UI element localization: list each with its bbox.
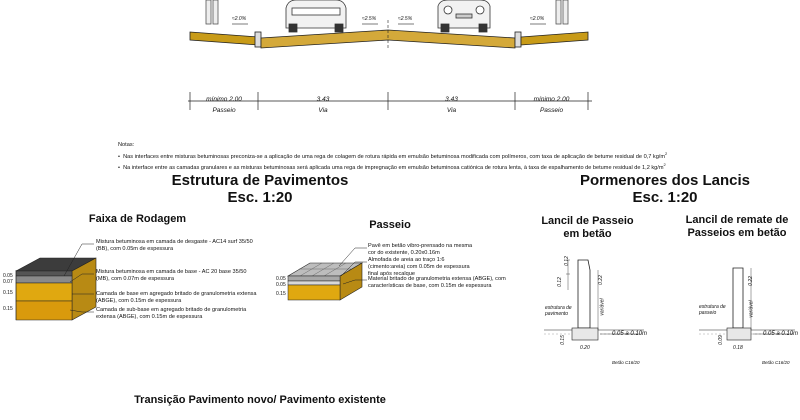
sidewalk-layer-3-label: Material britado de granulometria extensa (ABGE), com características de base, com 0.15m de espessura: [368, 276, 506, 289]
sidewalk-layer-pavers: [288, 276, 340, 281]
right-curb: [515, 32, 521, 47]
roadway-thk-3: 0.15: [3, 290, 13, 296]
dim-value-1: mínimo 2.00: [206, 96, 242, 103]
left-sidewalk-slab: [190, 32, 258, 45]
slope-label-2: ≈2.5%: [362, 16, 377, 22]
curb1-structure-label: estrutura de pavimento: [545, 305, 572, 317]
pedestrian-left-icon: [206, 0, 218, 24]
curb2-title: Lancil de remate de Passeios em betão: [685, 214, 789, 239]
roadway-leaders: [60, 236, 100, 326]
curb2-dim-3: 0.05 a 0.10m: [763, 331, 799, 337]
roadway-layer-4-label: Camada de sub-base em agregado britado de granulometria extensa (ABGE), com 0.15m de espessura: [96, 307, 247, 320]
transition-title: Transição Pavimento novo/ Pavimento existente: [134, 394, 386, 406]
curb1-dim-5: 0.05 a 0.10m: [612, 331, 648, 337]
roadway-layer-1-label: Mistura betuminosa em camada de desgaste - AC14 surf 35/50 (BB), com 0.05m de espessura: [96, 239, 253, 252]
roadway-layer-3-label: Camada de base em agregado britado de granulometria extensa (ABGE), com 0.15m de espessura: [96, 291, 257, 304]
pavement-structure-scale: Esc. 1:20: [227, 189, 293, 206]
slope-label-1: ≈2.0%: [232, 16, 247, 22]
sidewalk-layer-base: [288, 285, 340, 300]
curb1-dim-2: 0.12: [556, 277, 563, 287]
sidewalk-title: Passeio: [369, 219, 411, 231]
dim-label-2: Via: [318, 107, 328, 114]
dim-label-3: Via: [446, 107, 457, 114]
pavement-structure-title: Estrutura de Pavimentos Esc. 1:20: [160, 172, 360, 206]
right-sidewalk-slab: [521, 32, 588, 45]
curb1-dim-3: 0.22: [597, 275, 604, 285]
notes-block: [118, 142, 668, 172]
sidewalk-thk-1: 0.05: [276, 276, 286, 282]
curb2-dim-1: 0.22: [747, 276, 754, 286]
roadway-thk-1: 0.05: [3, 273, 13, 279]
roadway-layer-2-label: Mistura betuminosa em camada de base - AC 20 base 35/50 (MB), com 0.07m de espessura: [96, 269, 247, 282]
curb2-structure-label: estrutura de passeio: [699, 304, 726, 316]
dim-value-2: 3.43: [316, 96, 330, 103]
note-item-2: • Na interface entre as camadas granulares e as misturas betuminosas será aplicada uma rega de impregnação em emulsão betuminosa catiónica de rotura lenta, à taxa de espalhamento de betume residual de 1,2 $kg/m^2$: [118, 161, 666, 171]
note-item-2-superscript: 2: [663, 161, 666, 167]
curb1-dim-6: 0.15: [559, 335, 566, 345]
curb1-dim-7: 0.20: [580, 345, 590, 351]
sidewalk-layer-sand: [288, 281, 340, 285]
sidewalk-layer-2-label: Almofada de areia ao traço 1:6 (cimento:areia) com 0.05m de espessura final após recalque: [368, 257, 470, 277]
curb1-profile: [578, 260, 590, 328]
slope-label-4: ≈2.0%: [530, 16, 545, 22]
dim-label-1: Passeio: [212, 107, 236, 114]
slope-label-3: ≈2.5%: [398, 16, 413, 22]
car-left-icon: [286, 0, 346, 32]
sidewalk-layer-1-label: Pavê em betão vibro-prensado na mesma cor do existente, 0.20x0.16m: [368, 243, 473, 256]
dim-value-3: 3.43: [445, 96, 458, 103]
left-curb: [255, 32, 261, 47]
curb-details-scale: Esc. 1:20: [632, 189, 698, 206]
car-right-icon: [438, 0, 490, 32]
curb1-dim-4: variável: [599, 298, 606, 316]
pedestrian-right-icon: [556, 0, 568, 24]
curb2-foundation: [727, 328, 751, 340]
roadway-thk-2: 0.07: [3, 279, 13, 285]
curb-details-title: Pormenores dos Lancis Esc. 1:20: [570, 172, 760, 206]
curb1-concrete: Betão C16/20: [612, 360, 640, 365]
dim-label-4: Passeio: [539, 107, 564, 114]
roadway-title: Faixa de Rodagem: [88, 213, 187, 225]
dim-value-4: mínimo 2.00: [533, 96, 570, 103]
curb2-dim-5: 0.18: [733, 345, 743, 351]
sidewalk-thk-3: 0.15: [276, 291, 286, 297]
curb1-foundation: [572, 328, 598, 340]
curb2-dim-4: 0.09: [717, 335, 724, 345]
roadway-thk-4: 0.15: [3, 306, 13, 312]
notes-title: Notas:: [118, 142, 135, 148]
curb1-title: Lancil de Passeio em betão: [541, 215, 634, 240]
curb1-dim-1: 0.12: [563, 256, 570, 266]
curb2-profile: [733, 268, 743, 328]
note-item-1: • Nas interfaces entre misturas betuminosas preconiza-se a aplicação de uma rega de colagem de rotura rápida em emulsão betuminosa modificada com polímeros, com taxa de aplicação de betume residual de 0,7 $kg/m^2$: [118, 150, 668, 160]
curb2-dim-2: variável: [748, 300, 755, 318]
road-cross-section: [0, 0, 800, 60]
curb2-concrete: Betão C16/20: [762, 360, 790, 365]
sidewalk-thk-2: 0.05: [276, 282, 286, 288]
note-item-1-superscript: 2: [665, 150, 668, 156]
